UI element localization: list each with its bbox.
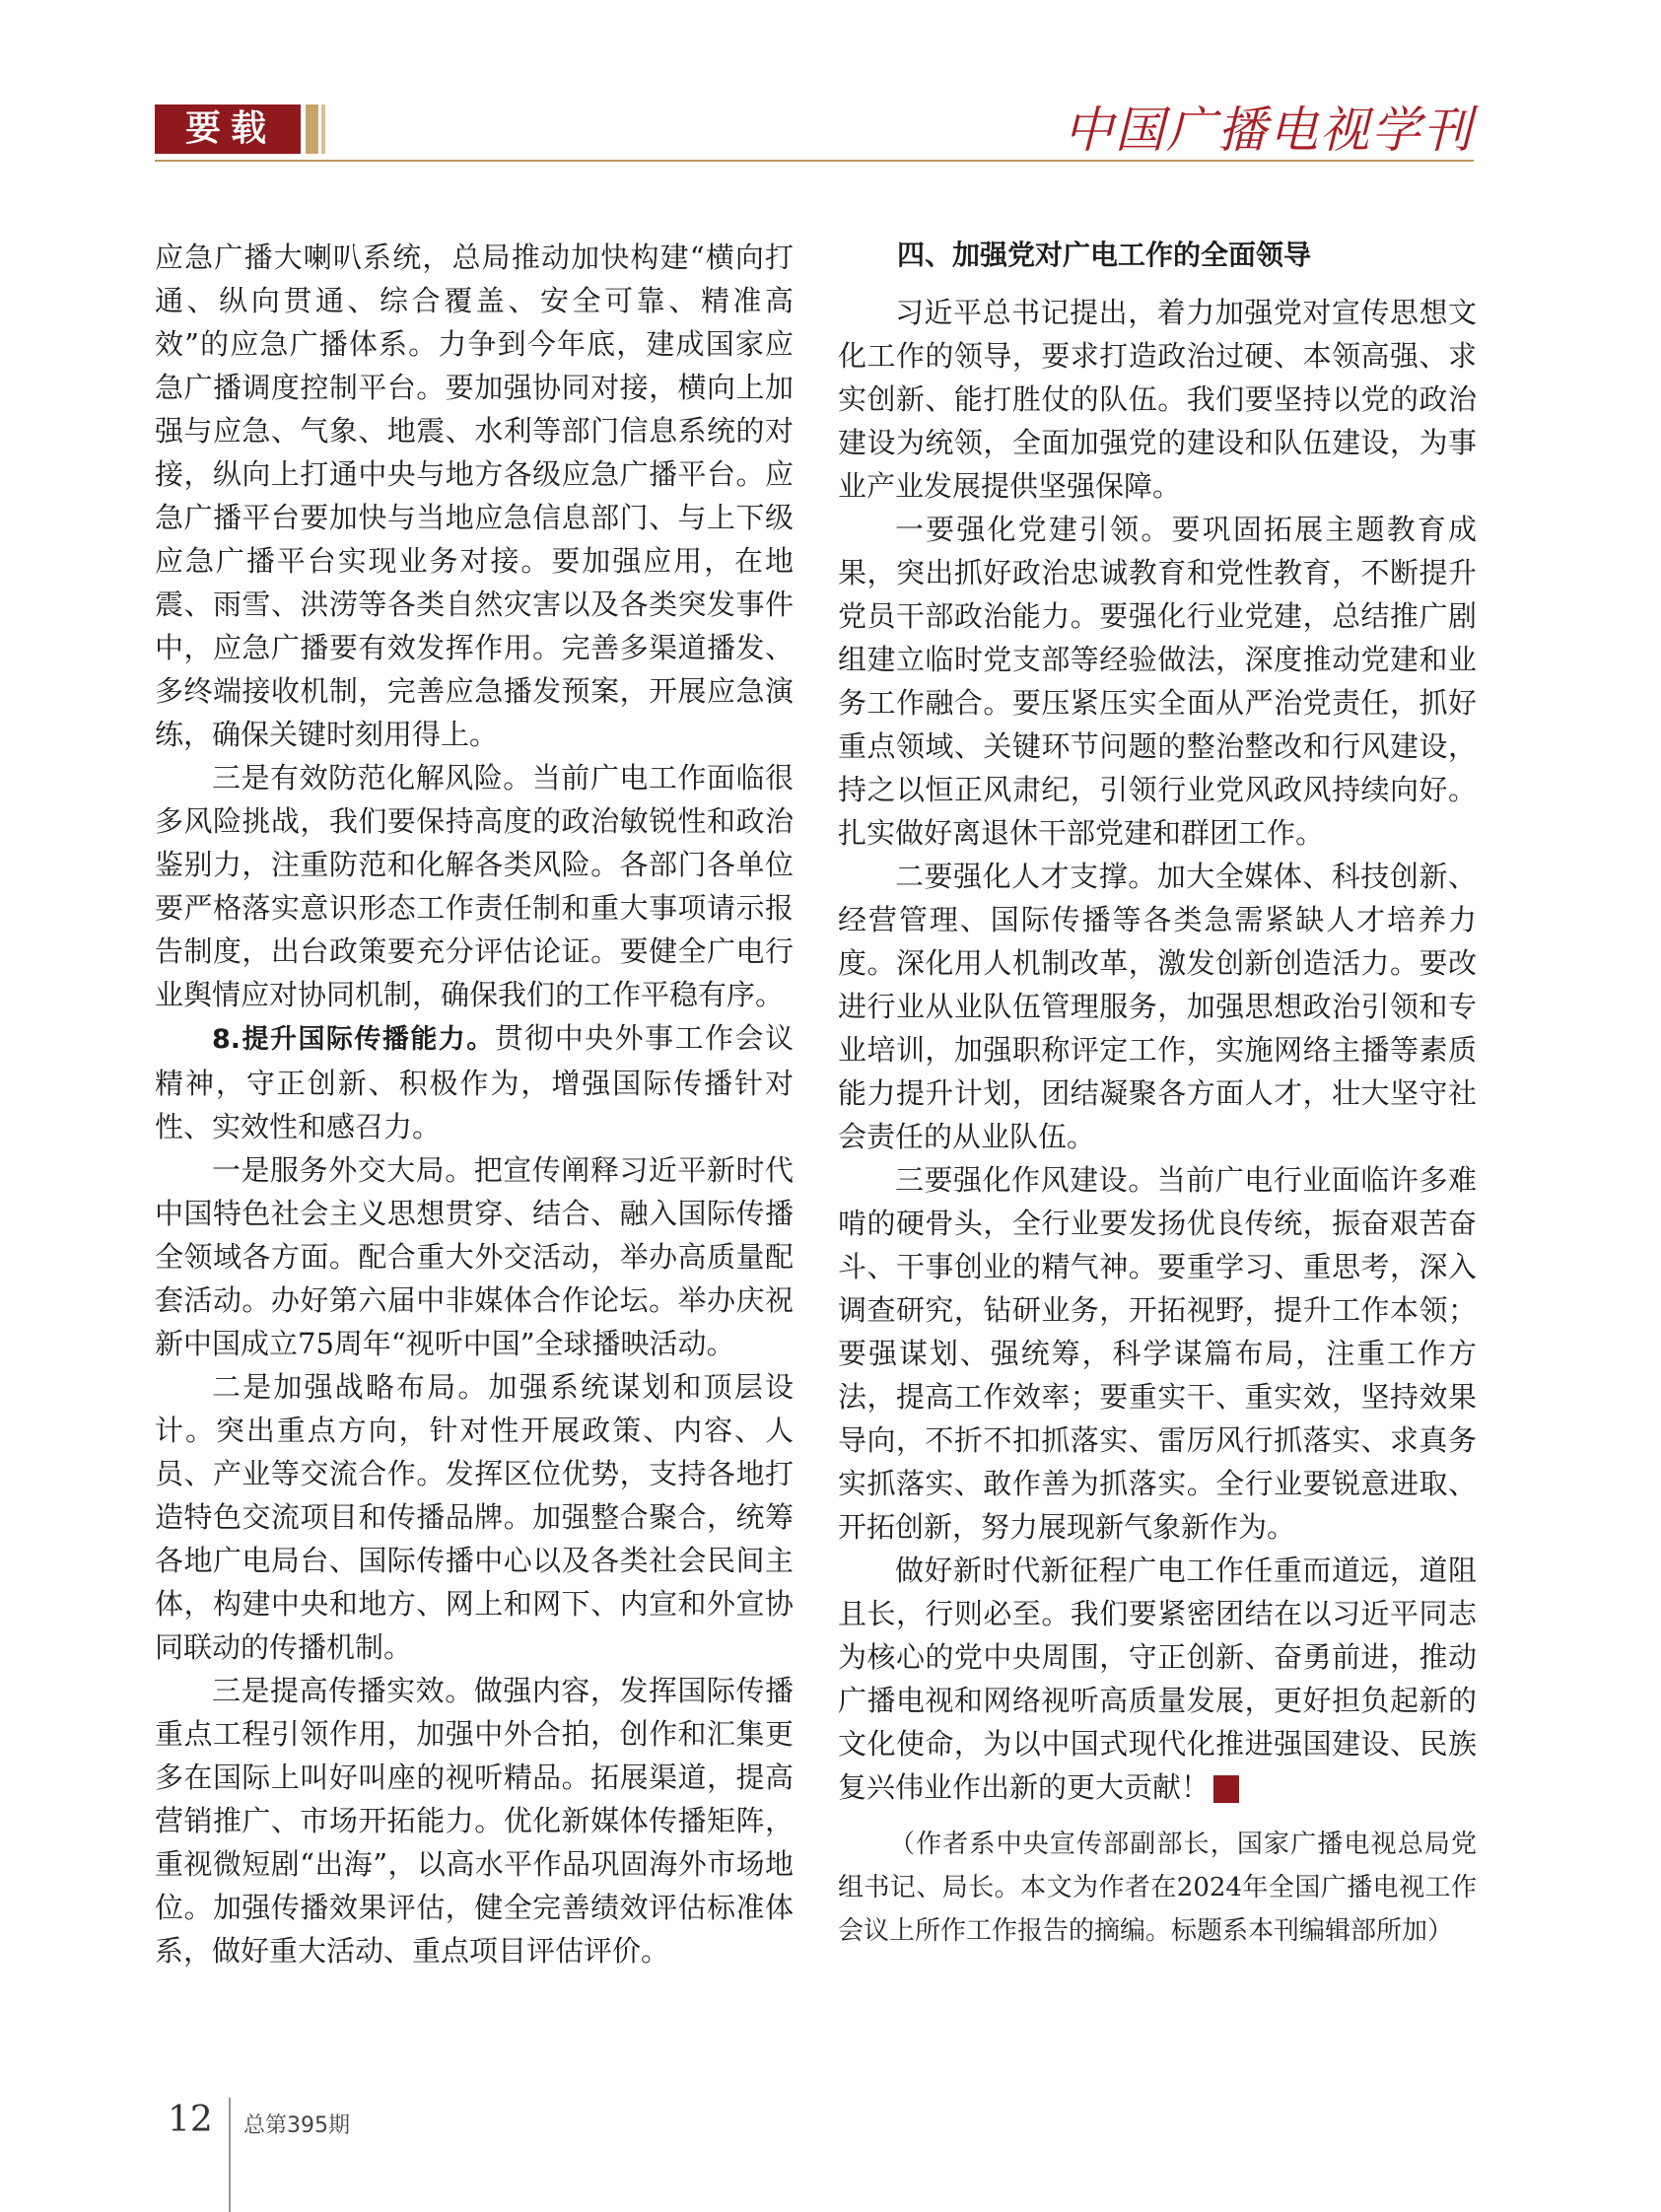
paragraph: 习近平总书记提出，着力加强党对宣传思想文化工作的领导，要求打造政治过硬、本领高强、求实创新、能打胜仗的队伍。我们要坚持以党的政治建设为统领，全面加强党的建设和队伍建设，为事业产业发展提供坚强保障。 [838, 296, 1477, 503]
paragraph: 二要强化人才支撑。加大全媒体、科技创新、经营管理、国际传播等各类急需紧缺人才培养力度。深化用人机制改革，激发创新创造活力。要改进行业从业队伍管理服务，加强思想政治引领和专业培训，加强职称评定工作，实施网络主播等素质能力提升计划，团结凝聚各方面人才，壮大坚守社会责任的从业队伍。 [838, 860, 1477, 1153]
section-heading: 四、加强党对广电工作的全面领导 [897, 239, 1312, 271]
paragraph: 一要强化党建引领。要巩固拓展主题教育成果，突出抓好政治忠诚教育和党性教育，不断提升党员干部政治能力。要强化行业党建，总结推广剧组建立临时党支部等经验做法，深度推动党建和业务工作融合。要压紧压实全面从严治党责任，抓好重点领域、关键环节问题的整治整改和行风建设，持之以恒正风肃纪，引领行业党风政风持续向好。扎实做好离退休干部党建和群团工作。 [838, 513, 1477, 850]
section-tag: 要载 [155, 104, 301, 154]
paragraph: 三是提高传播实效。做强内容，发挥国际传播重点工程引领作用，加强中外合拍，创作和汇集更多在国际上叫好叫座的视听精品。拓展渠道，提高营销推广、市场开拓能力。优化新媒体传播矩阵，重视微短剧“出海”，以高水平作品巩固海外市场地位。加强传播效果评估，健全完善绩效评估标准体系，做好重大活动、重点项目评估评价。 [155, 1674, 794, 1968]
subsection-lead: 8.提升国际传播能力。 [212, 1024, 495, 1055]
page-number: 12 [168, 2100, 213, 2140]
left-column [155, 236, 794, 1972]
paragraph-text: 做好新时代新征程广电工作任重而道远，道阻且长，行则必至。我们要紧密团结在以习近平同志为核心的党中央周围，守正创新、奋勇前进，推动广播电视和网络视听高质量发展，更好担负起新的文化使命，为以中国式现代化推进强国建设、民族复兴伟业作出新的更大贡献！ [838, 1554, 1477, 1804]
article-end-mark-icon: 学 [1213, 1775, 1239, 1803]
right-column [838, 236, 1477, 1953]
header-divider [155, 160, 1474, 162]
paragraph [838, 1549, 1477, 1809]
section-tag-accent-bar-thin [321, 104, 325, 154]
issue-number: 总第395期 [243, 2113, 350, 2138]
paragraph: 三要强化作风建设。当前广电行业面临许多难啃的硬骨头，全行业要发扬优良传统，振奋艰苦奋斗、干事创业的精气神。要重学习、重思考，深入调查研究，钻研业务，开拓视野，提升工作本领；要强谋划、强统筹，科学谋篇布局，注重工作方法，提高工作效率；要重实干、重实效，坚持效果导向，不折不扣抓落实、雷厉风行抓落实、求真务实抓落实、敢作善为抓落实。全行业要锐意进取、开拓创新，努力展现新气象新作为。 [838, 1163, 1477, 1544]
paragraph [155, 1016, 794, 1148]
journal-masthead: 中国广播电视学刊 [1064, 102, 1474, 159]
paragraph: 二是加强战略布局。加强系统谋划和顶层设计。突出重点方向，针对性开展政策、内容、人员、产业等交流合作。发挥区位优势，支持各地打造特色交流项目和传播品牌。加强整合聚合，统筹各地广电局台、国际传播中心以及各类社会民间主体，构建中央和地方、网上和网下、内宣和外宣协同联动的传播机制。 [155, 1370, 794, 1664]
paragraph-text: 贯彻中央外事工作会议精神，守正创新、积极作为，增强国际传播针对性、实效性和感召力。 [155, 1021, 794, 1143]
footer-divider [229, 2098, 231, 2212]
paragraph: 应急广播大喇叭系统，总局推动加快构建“横向打通、纵向贯通、综合覆盖、安全可靠、精准高效”的应急广播体系。力争到今年底，建成国家应急广播调度控制平台。要加强协同对接，横向上加强与应急、气象、地震、水利等部门信息系统的对接，纵向上打通中央与地方各级应急广播平台。应急广播平台要加快与当地应急信息部门、与上下级应急广播平台实现业务对接。要加强应用，在地震、雨雪、洪涝等各类自然灾害以及各类突发事件中，应急广播要有效发挥作用。完善多渠道播发、多终端接收机制，完善应急播发预案，开展应急演练，确保关键时刻用得上。 [155, 241, 794, 751]
paragraph: 一是服务外交大局。把宣传阐释习近平新时代中国特色社会主义思想贯穿、结合、融入国际传播全领域各方面。配合重大外交活动，举办高质量配套活动。办好第六届中非媒体合作论坛。举办庆祝新中国成立75周年“视听中国”全球播映活动。 [155, 1153, 794, 1360]
paragraph: 三是有效防范化解风险。当前广电工作面临很多风险挑战，我们要保持高度的政治敏锐性和政治鉴别力，注重防范和化解各类风险。各部门各单位要严格落实意识形态工作责任制和重大事项请示报告制度，出台政策要充分评估论证。要健全广电行业舆情应对协同机制，确保我们的工作平稳有序。 [155, 761, 794, 1011]
author-note: （作者系中央宣传部副部长，国家广播电视总局党组书记、局长。本文为作者在2024年全国广播电视工作会议上所作工作报告的摘编。标题系本刊编辑部所加） [838, 1830, 1477, 1946]
section-tag-accent-bar [306, 104, 318, 154]
